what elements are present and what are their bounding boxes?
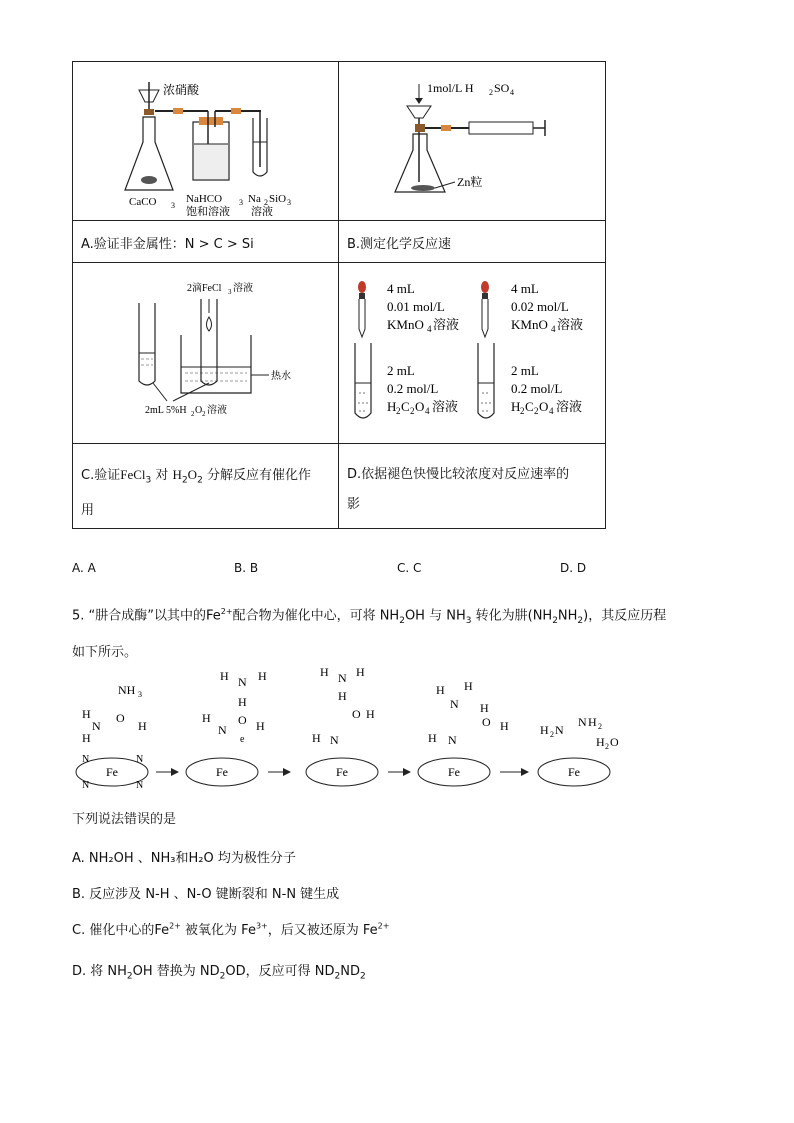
n-5a: N <box>555 723 564 737</box>
cell-d-caption <box>339 444 606 529</box>
option-a[interactable]: A. A <box>72 561 96 575</box>
caption-c-mid: 对 <box>155 468 169 483</box>
fe-5: Fe <box>568 765 580 779</box>
q5-sub-2c: 2 <box>577 615 584 626</box>
caption-b: B.测定化学反应速 <box>347 237 452 252</box>
n-3b: N <box>330 733 339 747</box>
caption-c-h: H <box>172 467 182 482</box>
h-5b-sub: 2 <box>598 722 602 731</box>
caption-c-sub2b: 2 <box>197 475 203 486</box>
h-4a: H <box>436 683 445 697</box>
n-4a: N <box>450 697 459 711</box>
complex-1 <box>76 683 148 791</box>
option-b[interactable]: B. B <box>234 561 259 575</box>
apparatus-b <box>339 62 605 216</box>
d-right-ox-conc: 0.2 mol/L <box>511 381 563 396</box>
q5-fe-charge: 2+ <box>220 607 233 616</box>
q5-c-sup1: 2+ <box>169 921 181 931</box>
d-left-volume: 4 mL <box>387 281 415 296</box>
fe-3: Fe <box>336 765 348 779</box>
label-sio3: SiO <box>269 193 287 205</box>
h-1a: H <box>82 707 91 721</box>
nh3-1-sub: 3 <box>138 690 142 699</box>
q5-sub-2a: 2 <box>399 615 405 626</box>
label-na2sio3: Na <box>248 193 261 205</box>
n-5b: N <box>578 715 587 729</box>
h-4e: H <box>428 731 437 745</box>
h-5a-sub: 2 <box>550 730 554 739</box>
cell-a-figure <box>73 62 339 221</box>
d-right-ox-solution: 溶液 <box>556 399 583 414</box>
q5-c-mid2: ，后又被还原为 Fe <box>267 923 378 938</box>
q5-d-mid2: OD，反应可得 ND <box>225 964 335 979</box>
d-right-kmno: KMnO <box>511 317 548 332</box>
n-1e: N <box>92 719 101 733</box>
h-3d: H <box>366 707 375 721</box>
subscript-2h: 2 <box>534 406 539 416</box>
q5-d-mid: OH 替换为 ND <box>132 964 220 979</box>
q5-text-1: 5. “肼合成酶”以其中的Fe <box>72 608 221 624</box>
n-2a: N <box>238 675 247 689</box>
caption-d-line1: D.依据褪色快慢比较浓度对反应速率的 <box>347 467 570 482</box>
d-right-c: C <box>525 399 534 414</box>
label-fecl3-drops: 2滴FeCl <box>187 283 222 294</box>
nh3-1: NH <box>118 683 136 697</box>
n-4b: N <box>448 733 457 747</box>
h-1c: H <box>82 731 91 745</box>
h-5b: H <box>588 715 597 729</box>
complex-2 <box>186 669 267 786</box>
q5-text-3: OH 与 NH <box>404 608 466 624</box>
subscript-4e: 4 <box>549 406 554 416</box>
q5-option-a[interactable]: A. NH₂OH 、NH₃和H₂O 均为极性分子 <box>72 851 296 866</box>
cell-a-caption <box>73 221 339 263</box>
q5-d-sub1: 2 <box>126 971 133 982</box>
h-3a: H <box>320 665 329 679</box>
d-left-ox-solution: 溶液 <box>432 399 459 414</box>
cell-b-figure <box>339 62 606 221</box>
subscript-2: 2 <box>264 198 268 207</box>
d-left-solution: 溶液 <box>433 317 460 332</box>
q5-line-2: 如下所示。 <box>72 644 138 660</box>
caption-d-line2: 影 <box>347 497 361 512</box>
h-2c: H <box>238 695 247 709</box>
caption-c-sub2a: 2 <box>181 475 188 486</box>
h-3b: H <box>356 665 365 679</box>
h-3c: H <box>338 689 347 703</box>
label-caco3: CaCO <box>129 196 157 208</box>
label-h2o2-solution: 溶液 <box>207 405 227 416</box>
caption-d <box>339 444 605 520</box>
apparatus-a <box>73 62 338 216</box>
d-right-ox-volume: 2 mL <box>511 363 539 378</box>
d-left-o: O <box>415 399 425 414</box>
subscript-4b: 4 <box>427 324 432 334</box>
subscript-4: 4 <box>510 88 514 97</box>
q5-d-sub4: 2 <box>360 971 366 982</box>
d-right-volume: 4 mL <box>511 281 539 296</box>
complex-4 <box>418 679 509 786</box>
label-nahco3: NaHCO <box>186 193 223 205</box>
fe-1: Fe <box>106 765 118 779</box>
d-right-o: O <box>539 399 549 414</box>
q5-text-2: 配合物为催化中心，可将 NH <box>232 608 400 624</box>
label-h2so4: 1mol/L H <box>427 81 474 95</box>
h-2b: H <box>258 669 267 683</box>
complex-5 <box>538 715 619 786</box>
d-left-kmno: KMnO <box>387 317 424 332</box>
q5-c-sup2: 3+ <box>255 921 268 931</box>
q5-d-sub2: 2 <box>219 971 226 982</box>
caption-c-fecl: FeCl <box>120 467 146 482</box>
q5-c-pre: C. 催化中心的Fe <box>72 923 170 938</box>
caption-c-post: 分解反应有催化作 <box>206 468 311 483</box>
q5-text-6: NH <box>557 608 578 624</box>
h-4c: H <box>480 701 489 715</box>
q5-d-pre: D. 将 NH <box>72 964 127 979</box>
n-3a: N <box>338 671 347 685</box>
electron-2: e <box>240 734 245 745</box>
o-3: O <box>352 707 361 721</box>
cell-b-caption <box>339 221 606 263</box>
q5-sub-3: 3 <box>465 615 472 626</box>
d-right-solution: 溶液 <box>557 317 584 332</box>
label-o: O <box>195 405 203 416</box>
q5-text-4: 转化为肼( <box>475 608 533 624</box>
subscript-3d: 3 <box>228 288 232 296</box>
q5-text-7: )，其反应历程 <box>583 608 667 624</box>
d-left-ox-volume: 2 mL <box>387 363 415 378</box>
d-left-conc: 0.01 mol/L <box>387 299 445 314</box>
h-5a: H <box>540 723 549 737</box>
subscript-2d: 2 <box>202 410 206 418</box>
q5-c-sup3: 2+ <box>377 921 390 931</box>
subscript-2c: 2 <box>191 410 195 418</box>
h-4b: H <box>464 679 473 693</box>
caption-c-line2: 用 <box>81 502 95 518</box>
q5-option-b[interactable]: B. 反应涉及 N-H 、N-O 键断裂和 N-N 键生成 <box>72 887 340 902</box>
o-1: O <box>116 711 125 725</box>
q5-d-sub3: 2 <box>334 971 341 982</box>
subscript-3c: 3 <box>287 198 291 207</box>
h-2a: H <box>220 669 229 683</box>
d-left-c: C <box>401 399 410 414</box>
h-2d: H <box>202 711 211 725</box>
question-4-table <box>72 61 606 529</box>
q5-option-c[interactable] <box>72 919 389 938</box>
label-conc-nitric-acid: 浓硝酸 <box>163 83 200 97</box>
subscript-2g: 2 <box>520 406 525 416</box>
fe-4: Fe <box>448 765 460 779</box>
reaction-mechanism-diagram <box>72 660 632 800</box>
q5-c-mid: 被氧化为 Fe <box>180 923 256 938</box>
label-zn: Zn粒 <box>457 175 483 189</box>
q5-option-d[interactable] <box>72 960 366 982</box>
option-c[interactable]: C. C <box>397 561 422 575</box>
o-4: O <box>482 715 491 729</box>
o-2: O <box>238 713 247 727</box>
d-right-h: H <box>511 399 521 414</box>
q5-d-end: ND <box>340 964 361 979</box>
subscript-4c: 4 <box>425 406 430 416</box>
d-left-ox-conc: 0.2 mol/L <box>387 381 439 396</box>
complex-3 <box>306 665 378 786</box>
apparatus-d <box>339 263 605 439</box>
h-2e: H <box>256 719 265 733</box>
d-left-h: H <box>387 399 397 414</box>
h-4d: H <box>500 719 509 733</box>
caption-c-sub3: 3 <box>145 475 152 486</box>
h-3e: H <box>312 731 321 745</box>
option-d[interactable]: D. D <box>560 561 587 575</box>
subscript-3a: 3 <box>171 201 175 210</box>
water-sub: 2 <box>605 742 609 751</box>
subscript-4d: 4 <box>551 324 556 334</box>
fe-2: Fe <box>216 765 228 779</box>
q5-sub-2b: 2 <box>552 615 558 626</box>
water-o: O <box>610 735 619 749</box>
cell-c-figure <box>73 263 339 444</box>
cell-c-caption <box>73 444 339 529</box>
cell-d-figure <box>339 263 606 444</box>
caption-a: A.验证非金属性：N > C > Si <box>81 237 254 252</box>
n-1c: N <box>82 780 90 791</box>
label-fecl3-solution: 溶液 <box>233 283 253 294</box>
subscript-2e: 2 <box>396 406 401 416</box>
label-h2o2: 2mL 5%H <box>145 405 187 416</box>
label-solution-a: 溶液 <box>251 206 273 216</box>
label-so4: SO <box>494 81 510 95</box>
h-1b: H <box>138 719 147 733</box>
question-5-stem <box>72 596 732 669</box>
q5-text-5: NH <box>532 608 553 624</box>
subscript-3b: 3 <box>239 198 243 207</box>
n-1d: N <box>136 780 144 791</box>
q5-ask: 下列说法错误的是 <box>72 812 177 827</box>
subscript-2b: 2 <box>489 88 493 97</box>
caption-c-pre: C.验证 <box>81 468 121 483</box>
label-saturated: 饱和溶液 <box>186 206 230 216</box>
n-1b: N <box>136 754 144 765</box>
apparatus-c <box>73 263 338 439</box>
n-2b: N <box>218 723 227 737</box>
subscript-2f: 2 <box>410 406 415 416</box>
label-hot-water: 热水 <box>271 371 291 382</box>
n-1a: N <box>82 754 90 765</box>
caption-c <box>73 444 338 526</box>
water-h: H <box>596 735 605 749</box>
caption-c-o: O <box>187 467 198 482</box>
d-right-conc: 0.02 mol/L <box>511 299 569 314</box>
